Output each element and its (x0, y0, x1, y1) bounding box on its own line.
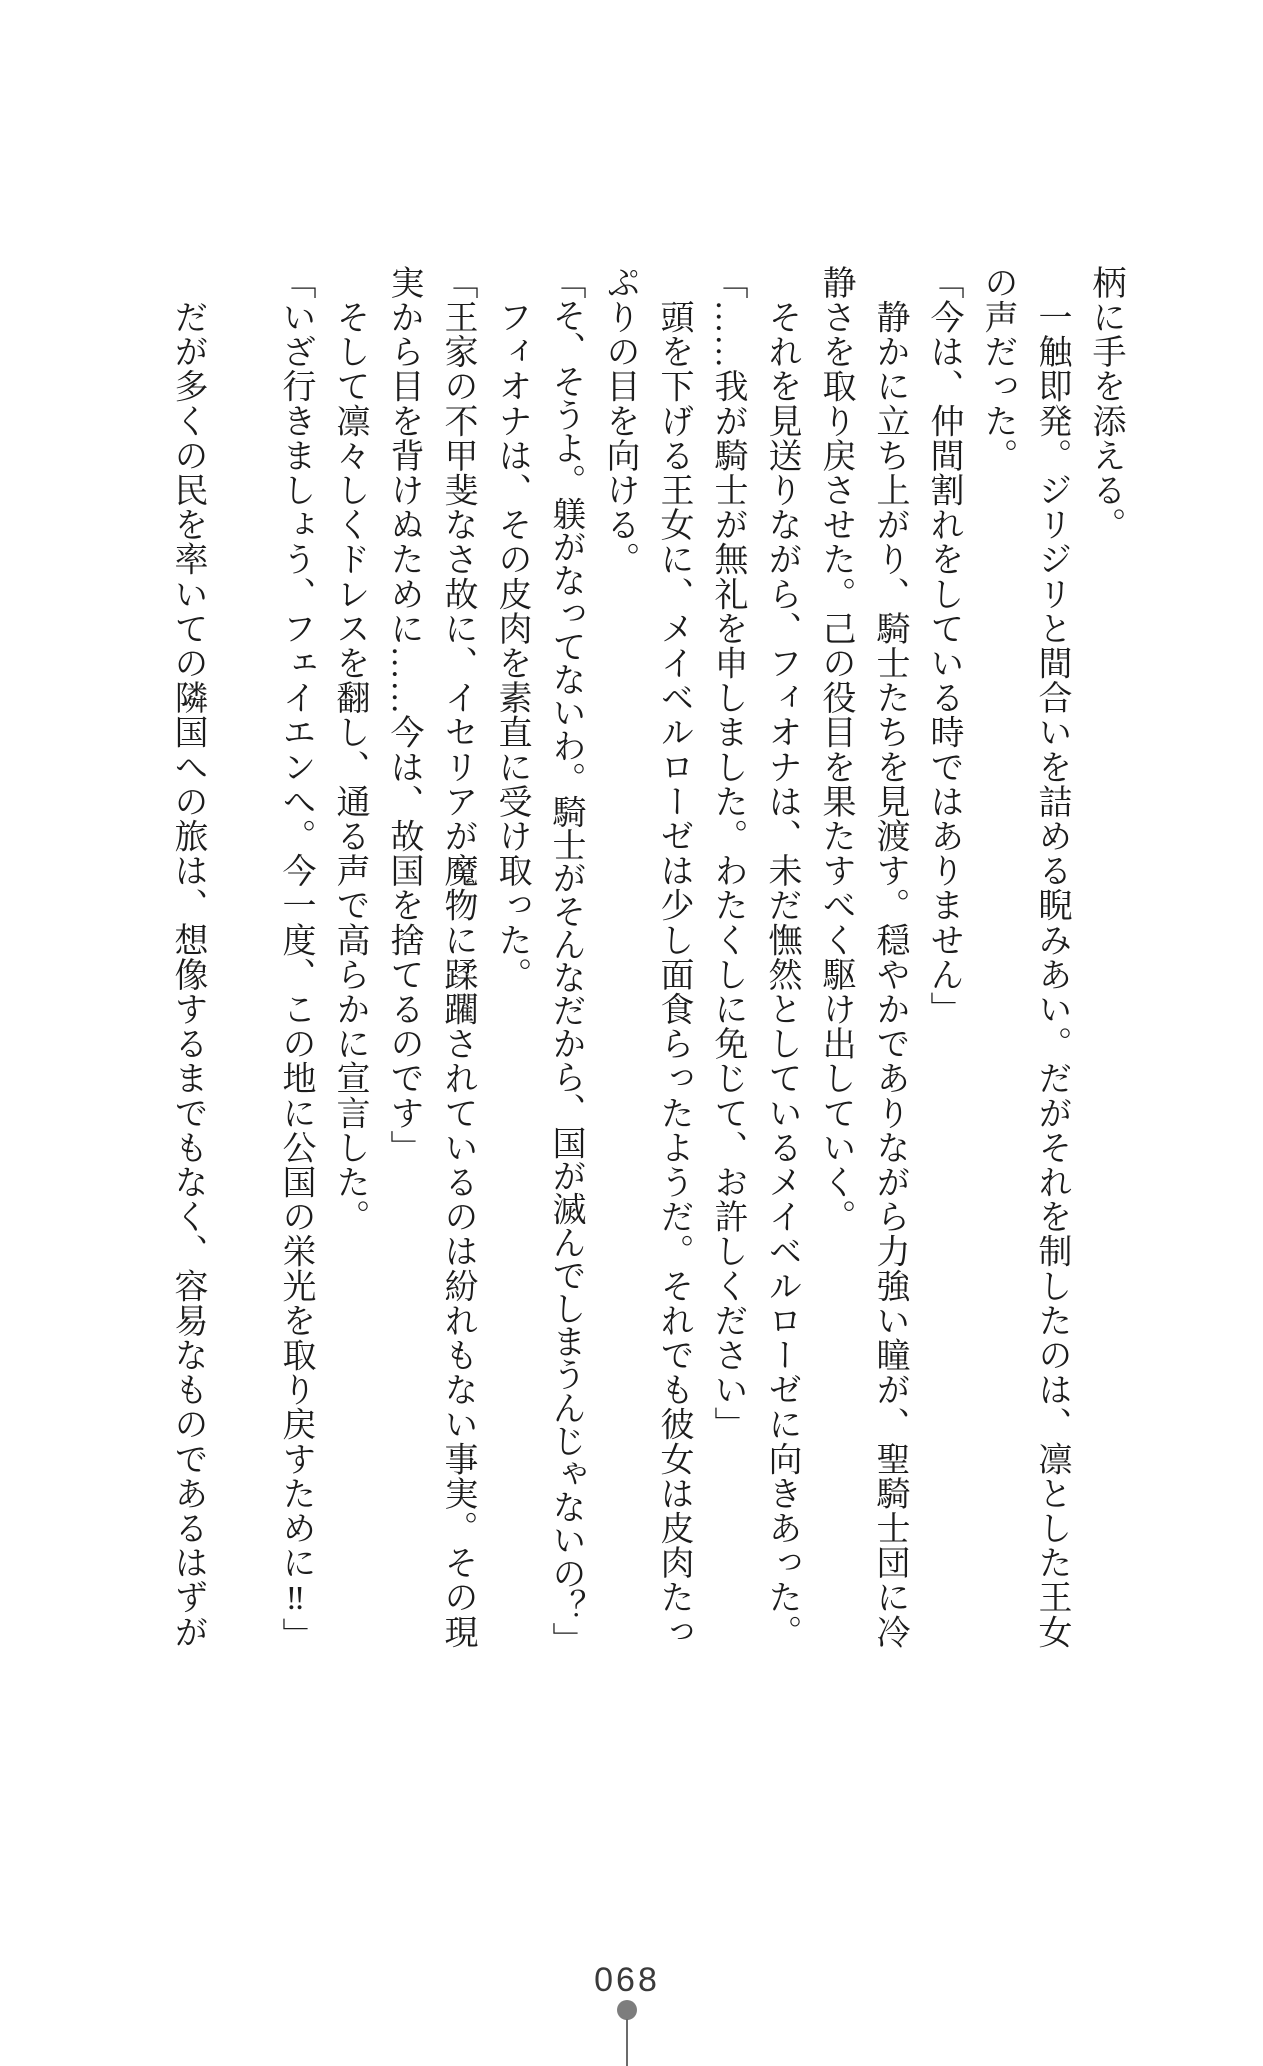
text-line: 頭を下げる王女に、メイベルローゼは少し面食らったようだ。それでも彼女は皮肉たっ (655, 265, 692, 1649)
text-line: 実から目を背けぬために……今は、故国を捨てるのです」 (385, 265, 422, 1165)
text-line: 静さを取り戻させた。己の役目を果たすべく駆け出していく。 (817, 265, 854, 1234)
text-line: の声だった。 (979, 265, 1016, 473)
text-line: 一触即発。ジリジリと間合いを詰める睨みあい。だがそれを制したのは、凛とした王女 (1033, 265, 1070, 1649)
text-line: フィオナは、その皮肉を素直に受け取った。 (493, 265, 530, 992)
page-number: 068 (594, 1961, 660, 1999)
text-line: それを見送りながら、フィオナは、未だ憮然としているメイベルローゼに向きあった。 (763, 265, 800, 1649)
footer-rule (626, 2019, 628, 2066)
text-line: 静かに立ち上がり、騎士たちを見渡す。穏やかでありながら力強い瞳が、聖騎士団に冷 (871, 265, 908, 1649)
text-line: だが多くの民を率いての隣国への旅は、想像するまでもなく、容易なものであるはずが (169, 265, 206, 1649)
text-line: 「いざ行きましょう、フェイエンへ。今一度、この地に公国の栄光を取り戻すために‼」 (277, 265, 314, 1652)
text-line: 「そ、そうよ。躾がなってないわ。騎士がそんなだから、国が滅んでしまうんじゃないの？」 (547, 265, 584, 1656)
text-line: 「……我が騎士が無礼を申しました。わたくしに免じて、お許しください」 (709, 265, 746, 1442)
text-line: 「今は、仲間割れをしている時ではありません」 (925, 265, 962, 1027)
text-line: そして凛々しくドレスを翻し、通る声で高らかに宣言した。 (331, 265, 368, 1234)
text-line: ぷりの目を向ける。 (601, 265, 638, 577)
body-text (160, 265, 1132, 1655)
footer-dot-icon (617, 2000, 637, 2020)
text-line: 柄に手を添える。 (1087, 265, 1124, 542)
text-line: 「王家の不甲斐なさ故に、イセリアが魔物に蹂躙されているのは紛れもない事実。その現 (439, 265, 476, 1649)
paragraph-break-column (214, 265, 268, 1655)
